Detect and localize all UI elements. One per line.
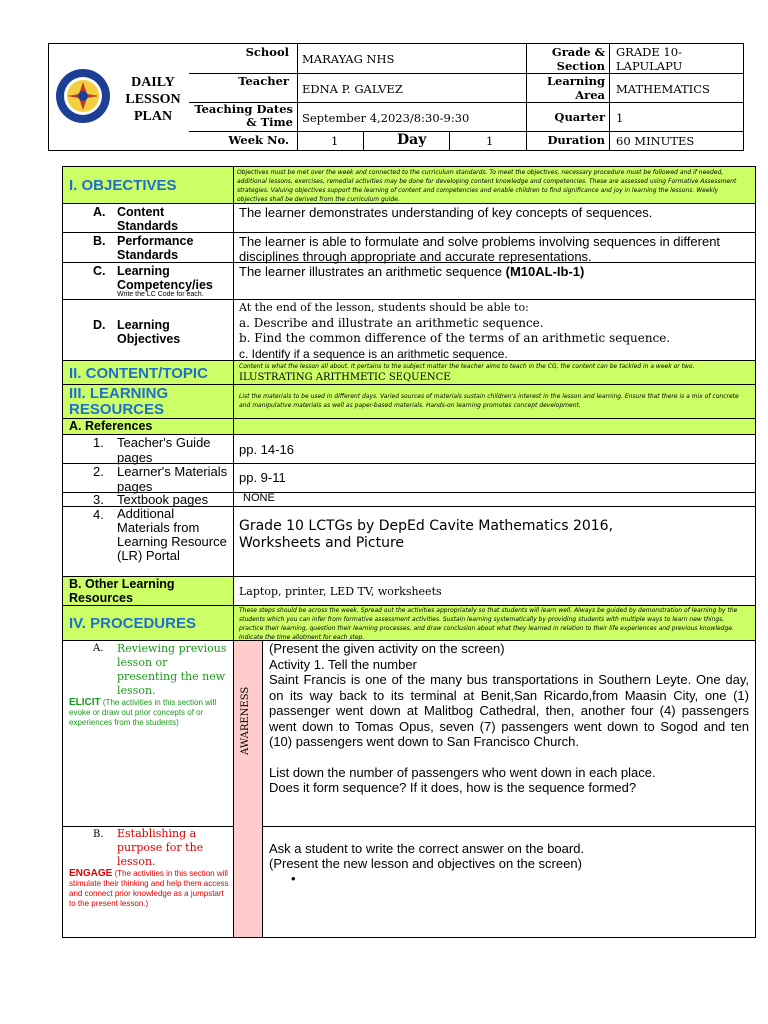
awareness-label: AWARENESS	[240, 686, 251, 755]
additional-materials-label: Additional Materials from Learning Resource (LR) Portal	[117, 506, 227, 563]
teacher-label: Teacher	[238, 74, 289, 88]
textbook-pages: NONE	[243, 492, 275, 504]
performance-standards-text: The learner is able to formulate and solve problems involving sequences in different disciplines through appropriate and accurate representations.	[239, 234, 721, 264]
learning-objectives-label: Learning Objectives	[117, 318, 181, 346]
resources-note: List the materials to be used in different days. Varied sources of materials sustain children's interest in the lesson and learning. Ensure that there is a mix of concrete and manipulative materials as well as paper-based materials. Hands-on learning promotes concept development.	[239, 393, 739, 409]
duration-label: Duration	[547, 133, 605, 147]
week-label: Week No.	[228, 133, 289, 147]
grade-label: Grade & Section	[551, 45, 605, 73]
other-resources-label: B. Other Learning Resources	[69, 577, 175, 605]
dates-label: Teaching Dates & Time	[194, 102, 293, 129]
content-note: Content is what the lesson all about. It pertains to the subject matter the teacher aims to teach in the CG, the content can be tackled in a week or two.	[239, 363, 695, 370]
competency-label: Learning Competency/ies	[117, 264, 213, 292]
lesson-table: I. OBJECTIVES Objectives must be met over the week and connected to the curriculum standards. To meet the objectives, necessary procedure must be followed and if needed, additional lessons, exercises, remedial activities may be done for developing content knowledge and competencies. These are assessed using Formative Assessment strategies. Valuing objectives support the learning of content and competencies and enable children to find significance and joy in learning the lessons. Weekly objectives shall be derived from the curriculum guide. A. Content Standards The learner demonstrates understanding of key concepts of sequences. B. Performance Standards The learner is able to formulate and solve problems involving sequences in different disciplines through appropriate and accurate representations. C. Learning Competency/ies Write the LC Code for each. The learner illustrates an arithmetic sequence (M10AL-Ib-1) D. Learning Objectives At the end of the lesson, students should be able to: a. Describe and illustrate an arithmetic sequence. b. Find the common difference of the terms of an arithmetic sequence. c. Identify if a sequence is an arithmetic sequence. II. CONTENT/TOPIC Content is what the lesson all about. It pertains to the subject matter the teacher aims to teach in the CG, the content can be tackled in a week or two. ILUSTRATING ARITHMETIC SEQUENCE III. LEARNING RESOURCES List the materials to be used in different days. Varied sources of materials sustain children's interest in the lesson and learning. Ensure that there is a mix of concrete and manipulative materials as well as paper-based materials. Hands-on learning promotes concept development. A. References 1. Teacher's Guide pages pp. 14-16 2. Learner's Materials pages pp. 9-11 3. Textbook pages NONE 4. Additional Materials from Learning Resource (LR) Portal Grade 10 LCTGs by DepEd Cavite Mathematics 2016, Worksheets and Picture B. Other Learning Resources Laptop, printer, LED TV, worksheets IV. PROCEDURES These steps should be across the week. Spread out the activities appropriately so that students will learn well. Always be guided by demonstration of learning by the students which you can infer from formative assessment activities. Sustain learning systematically by providing students with multiple ways to learn new things, practice their learning, question their learning processes, and draw conclusion about what they learned in relation to their life experiences and previous knowledge. Indicate the time allotment for each step. A. Reviewing previous lesson or presenting the new lesson. ELICIT (The activities in this section will evoke or draw out prior concepts of or experiences from the students) (Present the given activity on the screen) Activity 1. Tell the number Saint Francis is one of the many bus transportations in Southern Leyte. One day, on its way back to its terminal at Benit,San Ricardo,from Maasin City, one (1) passenger went down at Malitbog Cathedral, then, another four (4) passengers went down to Tomas Opus, seven (7) passengers went down to Sogod and ten (10) passengers went down to San Francisco Church. List down the number of passengers who went down in each place. Does it form sequence? If it does, how is the sequence formed? B. Establishing a purpose for the lesson. ENGAGE (The activities in this section will stimulate their thinking and help them access and connect prior knowledge as a jumpstart to the present lesson.) Ask a student to write the correct answer on the board. (Present the new lesson and objectives on the screen) • AWARENESS	[62, 166, 756, 938]
competency-text: The learner illustrates an arithmetic sequence (M10AL-Ib-1)	[239, 264, 585, 279]
references-label: A. References	[69, 419, 153, 433]
content-heading: II. CONTENT/TOPIC	[69, 365, 208, 382]
quarter-label: Quarter	[554, 110, 605, 124]
objectives-heading: I. OBJECTIVES	[69, 177, 177, 194]
header-table	[48, 43, 744, 151]
objective-b: b. Find the common difference of the terms of an arithmetic sequence.	[239, 331, 671, 345]
elicit-description: ELICIT (The activities in this section will evoke or draw out prior concepts of or experiences from the students)	[69, 697, 217, 727]
day-label: Day	[397, 132, 427, 148]
week-value: 1	[331, 134, 339, 148]
elicit-title: Reviewing previous lesson or presenting the new lesson.	[117, 642, 227, 697]
duration-value: 60 MINUTES	[616, 134, 695, 148]
engage-content: Ask a student to write the correct answer on the board. (Present the new lesson and objectives on the screen) •	[269, 841, 585, 886]
procedures-heading: IV. PROCEDURES	[69, 615, 196, 632]
dates-value: September 4,2023/8:30-9:30	[302, 111, 470, 125]
other-resources-text: Laptop, printer, LED TV, worksheets	[239, 585, 442, 598]
engage-title: Establishing a purpose for the lesson.	[117, 827, 204, 868]
area-label: Learning Area	[546, 74, 605, 102]
deped-seal-icon	[55, 68, 111, 124]
additional-materials-text: Grade 10 LCTGs by DepEd Cavite Mathematics 2016, Worksheets and Picture	[239, 518, 614, 551]
competency-sub: Write the LC Code for each.	[117, 291, 204, 298]
references-row	[63, 419, 755, 435]
document-title: DAILY LESSON PLAN	[125, 75, 181, 124]
quarter-value: 1	[616, 111, 624, 125]
competency-code: (M10AL-Ib-1)	[505, 264, 585, 279]
teacher-value: EDNA P. GALVEZ	[302, 82, 403, 96]
performance-standards-label: Performance Standards	[117, 234, 194, 262]
elicit-content: (Present the given activity on the screen) Activity 1. Tell the number Saint Francis is one of the many bus transportations in Southern Leyte. One day, on its way back to its terminal at Benit,San Ricardo,from Maasin City, one (1) passenger went down at Malitbog Cathedral, then, another four (4) passengers went down to Tomas Opus, seven (7) passengers went down to Sogod and ten (10) passengers went down to San Francisco Church. List down the number of passengers who went down in each place. Does it form sequence? If it does, how is the sequence formed?	[269, 641, 749, 795]
objective-c: c. Identify if a sequence is an arithmetic sequence.	[239, 347, 508, 361]
header-left	[49, 44, 190, 150]
procedures-note: These steps should be across the week. Spread out the activities appropriately so that students will learn well. Always be guided by demonstration of learning by the students which you can infer from formative assessment activities. Sustain learning systematically by providing students with multiple ways to learn new things, practice their learning, question their learning processes, and draw conclusion about what they learned in relation to their life experiences and previous knowledge. Indicate the time allotment for each step.	[239, 607, 738, 641]
learners-materials-pages: pp. 9-11	[239, 470, 286, 485]
day-value: 1	[486, 134, 494, 148]
area-value: MATHEMATICS	[616, 82, 710, 96]
grade-value: GRADE 10-LAPULAPU	[616, 45, 683, 73]
engage-description: ENGAGE (The activities in this section will stimulate their thinking and help them access and connect prior knowledge as a jumpstart to the present lesson.)	[69, 868, 229, 908]
school-value: MARAYAG NHS	[302, 52, 395, 66]
awareness-column	[233, 641, 263, 937]
objective-a: a. Describe and illustrate an arithmetic sequence.	[239, 316, 544, 330]
content-standards-text: The learner demonstrates understanding of key concepts of sequences.	[239, 205, 653, 220]
content-topic: ILUSTRATING ARITHMETIC SEQUENCE	[239, 372, 451, 383]
school-label: School	[245, 45, 289, 59]
learners-materials-label: Learner's Materials pages	[117, 464, 228, 494]
teachers-guide-pages: pp. 14-16	[239, 442, 294, 457]
textbook-label: Textbook pages	[117, 492, 209, 507]
objectives-intro: At the end of the lesson, students should be able to:	[239, 301, 529, 314]
teachers-guide-label: Teacher's Guide pages	[117, 435, 211, 465]
objectives-note: Objectives must be met over the week and connected to the curriculum standards. To meet the objectives, necessary procedure must be followed and if needed, additional lessons, exercises, remedial activities may be done for developing content knowledge and competencies. These are assessed using Formative Assessment strategies. Valuing objectives support the learning of content and competencies and enable children to find significance and joy in learning the lessons. Weekly objectives shall be derived from the curriculum guide.	[237, 169, 737, 203]
content-standards-label: Content Standards	[117, 205, 179, 233]
resources-heading: III. LEARNING RESOURCES	[69, 385, 169, 418]
